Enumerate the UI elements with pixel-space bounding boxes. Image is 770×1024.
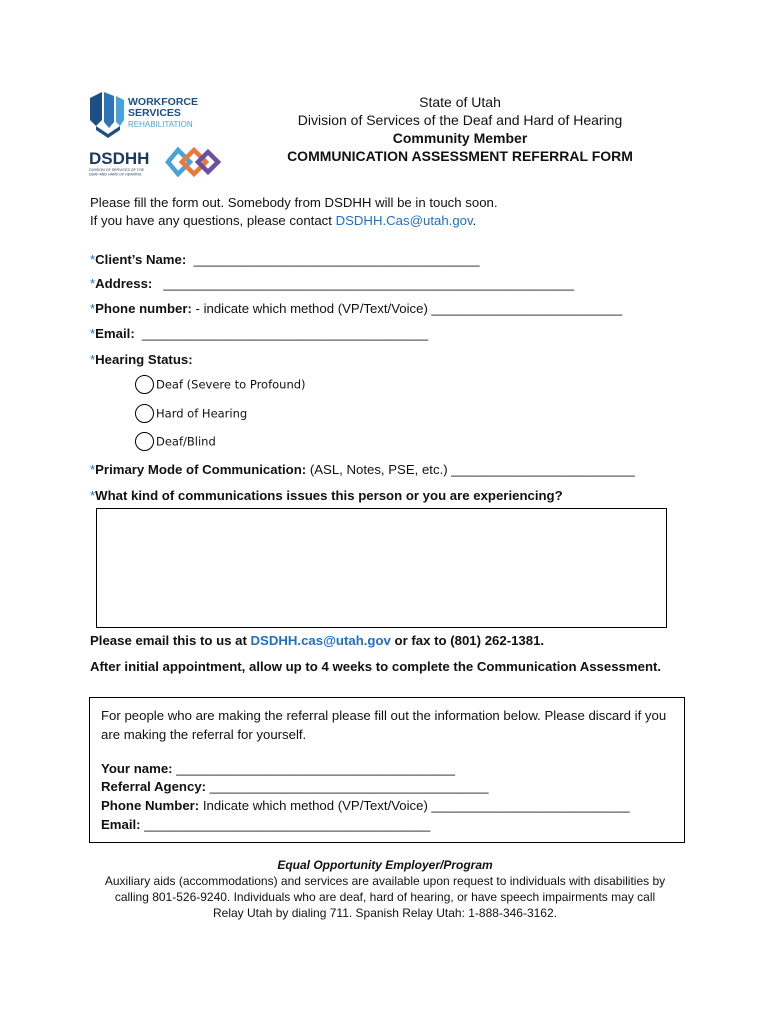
dsdhh-logo-text: DSDHH: [89, 149, 150, 168]
referral-phone-label: Phone Number:: [101, 798, 200, 813]
email-label: Email:: [95, 326, 135, 341]
intro-line2: [90, 212, 498, 230]
client-name-label: Client’s Name:: [95, 252, 187, 267]
referral-email-field[interactable]: [101, 817, 430, 832]
primary-mode-blank[interactable]: _________________________: [451, 462, 635, 477]
issues-textarea[interactable]: [96, 508, 667, 628]
client-name-blank[interactable]: _______________________________________: [193, 252, 480, 267]
agency-blank[interactable]: ______________________________________: [206, 779, 489, 794]
issues-label-row: [90, 488, 563, 503]
workforce-line2: SERVICES: [128, 107, 181, 119]
submit-email-link[interactable]: DSDHH.cas@utah.gov: [250, 633, 391, 648]
phone-hint: - indicate which method (VP/Text/Voice): [191, 301, 432, 316]
required-mark: *: [90, 276, 96, 291]
footer-line1: Auxiliary aids (accommodations) and services are available upon request to individuals with disabilities by: [104, 874, 666, 888]
referral-email-label: Email:: [101, 817, 141, 832]
radio-hard-of-hearing-label: Hard of Hearing: [156, 406, 248, 421]
workforce-line3: REHABILITATION: [128, 120, 193, 129]
email-field[interactable]: [90, 326, 428, 341]
eeo-statement: Equal Opportunity Employer/Program: [277, 858, 493, 872]
header-audience: Community Member: [392, 130, 528, 146]
dsdhh-chain-icon: [168, 150, 218, 174]
referral-section: [89, 697, 685, 843]
dsdhh-sub1: DIVISION OF SERVICES OF THE: [89, 168, 144, 172]
required-mark: *: [90, 301, 96, 316]
contact-email-link[interactable]: DSDHH.Cas@utah.gov: [335, 213, 473, 228]
hearing-status-label-row: [90, 352, 193, 367]
workforce-logo-icon: [88, 90, 228, 182]
intro-line2-prefix: If you have any questions, please contact: [90, 213, 336, 228]
phone-field[interactable]: [90, 301, 622, 316]
radio-deaf[interactable]: [135, 375, 306, 394]
submit-prefix: Please email this to us at: [90, 633, 251, 648]
client-name-field[interactable]: [90, 252, 480, 267]
header-division: Division of Services of the Deaf and Hard of Hearing: [297, 112, 623, 128]
address-blank[interactable]: ________________________________________________________: [163, 276, 575, 291]
radio-deaf-blind-label: Deaf/Blind: [156, 434, 216, 449]
submit-instructions: [90, 633, 544, 648]
footer-line2: calling 801-526-9240. Individuals who are deaf, hard of hearing, or have speech impairments may call: [114, 890, 656, 904]
radio-circle-icon[interactable]: [135, 404, 154, 423]
hearing-status-label: Hearing Status:: [95, 352, 193, 367]
primary-mode-field[interactable]: [90, 462, 635, 477]
referral-agency-field[interactable]: [101, 779, 488, 794]
referral-email-blank[interactable]: _______________________________________: [140, 817, 431, 832]
address-label: Address:: [95, 276, 153, 291]
form-header: [240, 93, 680, 165]
issues-label: What kind of communications issues this person or you are experiencing?: [95, 488, 563, 503]
header-state: State of Utah: [419, 94, 501, 110]
intro-line1: Please fill the form out. Somebody from DSDHH will be in touch soon.: [90, 195, 498, 210]
referral-phone-blank[interactable]: ___________________________: [431, 798, 630, 813]
dsdhh-sub2: DEAF AND HARD OF HEARING: [89, 172, 142, 177]
appointment-note: After initial appointment, allow up to 4 weeks to complete the Communication Assessment.: [90, 659, 662, 674]
agency-label: Referral Agency:: [101, 779, 207, 794]
email-blank[interactable]: _______________________________________: [142, 326, 429, 341]
required-mark: *: [90, 488, 96, 503]
required-mark: *: [90, 462, 96, 477]
phone-label: Phone number:: [95, 301, 192, 316]
footer-line3: Relay Utah by dialing 711. Spanish Relay Utah: 1-888-346-3162.: [213, 906, 557, 920]
your-name-blank[interactable]: ______________________________________: [172, 761, 455, 776]
agency-logos: [88, 90, 228, 182]
your-name-label: Your name:: [101, 761, 173, 776]
radio-deaf-blind[interactable]: [135, 432, 216, 451]
referral-instructions: For people who are making the referral please fill out the information below. Please discard if you are making the referral for yourself.: [101, 708, 667, 742]
radio-deaf-label: Deaf (Severe to Profound): [156, 377, 306, 392]
radio-circle-icon[interactable]: [135, 375, 154, 394]
address-field[interactable]: [90, 276, 574, 291]
required-mark: *: [90, 252, 96, 267]
intro-line2-suffix: .: [472, 213, 477, 228]
radio-hard-of-hearing[interactable]: [135, 404, 247, 423]
radio-circle-icon[interactable]: [135, 432, 154, 451]
required-mark: *: [90, 326, 96, 341]
footer: [60, 857, 710, 921]
phone-blank[interactable]: __________________________: [431, 301, 623, 316]
submit-suffix: or fax to (801) 262-1381.: [390, 633, 545, 648]
workforce-line1: WORKFORCE: [128, 96, 198, 108]
referral-phone-hint: Indicate which method (VP/Text/Voice): [199, 798, 432, 813]
referral-phone-field[interactable]: [101, 798, 630, 813]
primary-mode-label: Primary Mode of Communication:: [95, 462, 307, 477]
referral-your-name-field[interactable]: [101, 761, 455, 776]
page-title: COMMUNICATION ASSESSMENT REFERRAL FORM: [287, 148, 633, 164]
primary-mode-hint: (ASL, Notes, PSE, etc.): [306, 462, 452, 477]
required-mark: *: [90, 352, 96, 367]
intro-text: [90, 194, 498, 230]
